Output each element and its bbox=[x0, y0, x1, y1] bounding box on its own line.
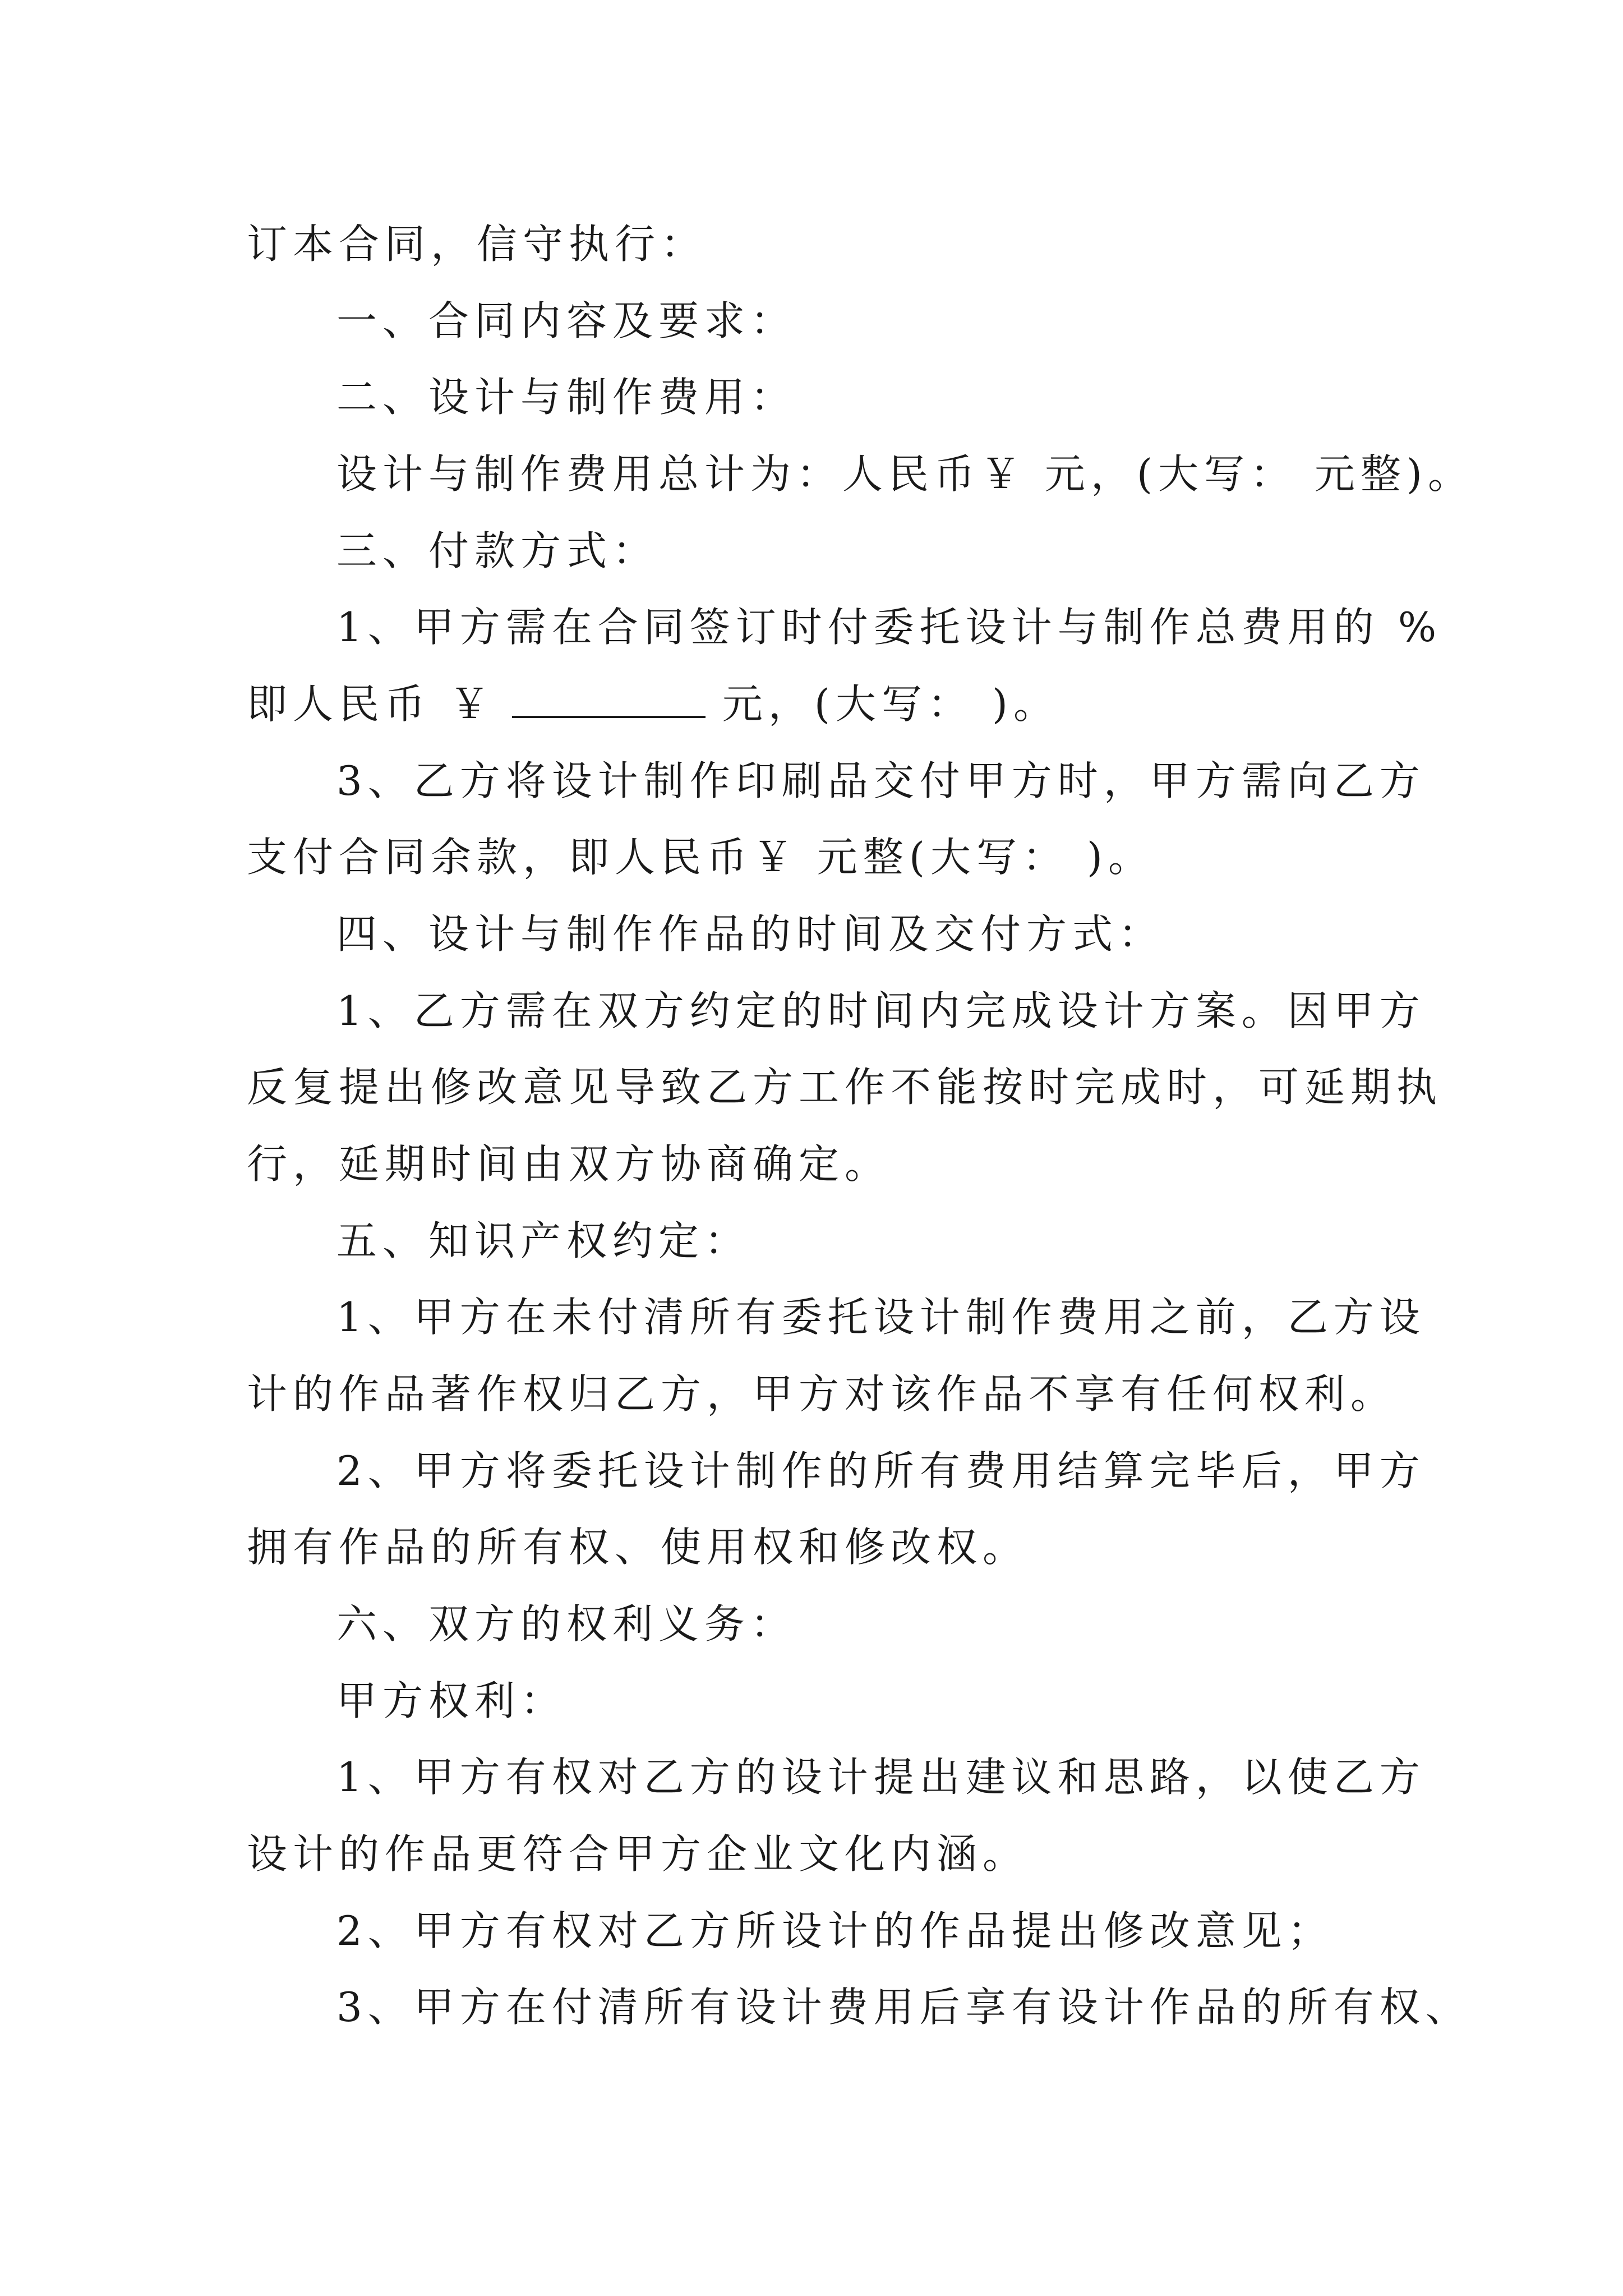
paragraph-line: 设计的作品更符合甲方企业文化内涵。 bbox=[247, 1830, 1029, 1878]
paragraph-line: 行，延期时间由双方协商确定。 bbox=[247, 1140, 891, 1188]
fill-in-blank bbox=[512, 677, 706, 718]
text-segment: 元，(大写： )。 bbox=[722, 680, 1059, 728]
paragraph-line: 计的作品著作权归乙方，甲方对该作品不享有任何权利。 bbox=[247, 1370, 1397, 1418]
paragraph-line: 订本合同，信守执行： bbox=[247, 220, 707, 268]
section-heading-3: 三、付款方式： bbox=[336, 527, 659, 574]
section-heading-5: 五、知识产权约定： bbox=[336, 1217, 751, 1264]
paragraph-line: 支付合同余款，即人民币￥ 元整(大写： )。 bbox=[247, 834, 1154, 881]
paragraph-line: 3、乙方将设计制作印刷品交付甲方时，甲方需向乙方 bbox=[336, 757, 1426, 804]
section-heading-4: 四、设计与制作作品的时间及交付方式： bbox=[336, 910, 1165, 958]
paragraph-line: 反复提出修改意见导致乙方工作不能按时完成时，可延期执 bbox=[247, 1064, 1443, 1111]
text-segment: 即人民币 ￥ bbox=[247, 680, 495, 728]
paragraph-line-with-blank bbox=[247, 676, 1059, 732]
paragraph-line: 1、甲方在未付清所有委托设计制作费用之前，乙方设 bbox=[336, 1294, 1426, 1341]
paragraph-line: 1、乙方需在双方约定的时间内完成设计方案。因甲方 bbox=[336, 987, 1426, 1034]
section-heading-1: 一、合同内容及要求： bbox=[336, 297, 797, 344]
paragraph-line: 1、甲方需在合同签订时付委托设计与制作总费用的 % bbox=[336, 604, 1442, 651]
paragraph-line: 拥有作品的所有权、使用权和修改权。 bbox=[247, 1524, 1029, 1571]
subheading: 甲方权利： bbox=[336, 1677, 567, 1724]
paragraph-line: 设计与制作费用总计为：人民币￥ 元，(大写： 元整)。 bbox=[336, 450, 1474, 498]
paragraph-line: 2、甲方将委托设计制作的所有费用结算完毕后，甲方 bbox=[336, 1447, 1426, 1494]
paragraph-line: 3、甲方在付清所有设计费用后享有设计作品的所有权、 bbox=[336, 1984, 1472, 2031]
paragraph-line: 1、甲方有权对乙方的设计提出建议和思路，以使乙方 bbox=[336, 1754, 1426, 1801]
section-heading-6: 六、双方的权利义务： bbox=[336, 1600, 797, 1648]
section-heading-2: 二、设计与制作费用： bbox=[336, 374, 797, 421]
paragraph-line: 2、甲方有权对乙方所设计的作品提出修改意见； bbox=[336, 1907, 1334, 1954]
